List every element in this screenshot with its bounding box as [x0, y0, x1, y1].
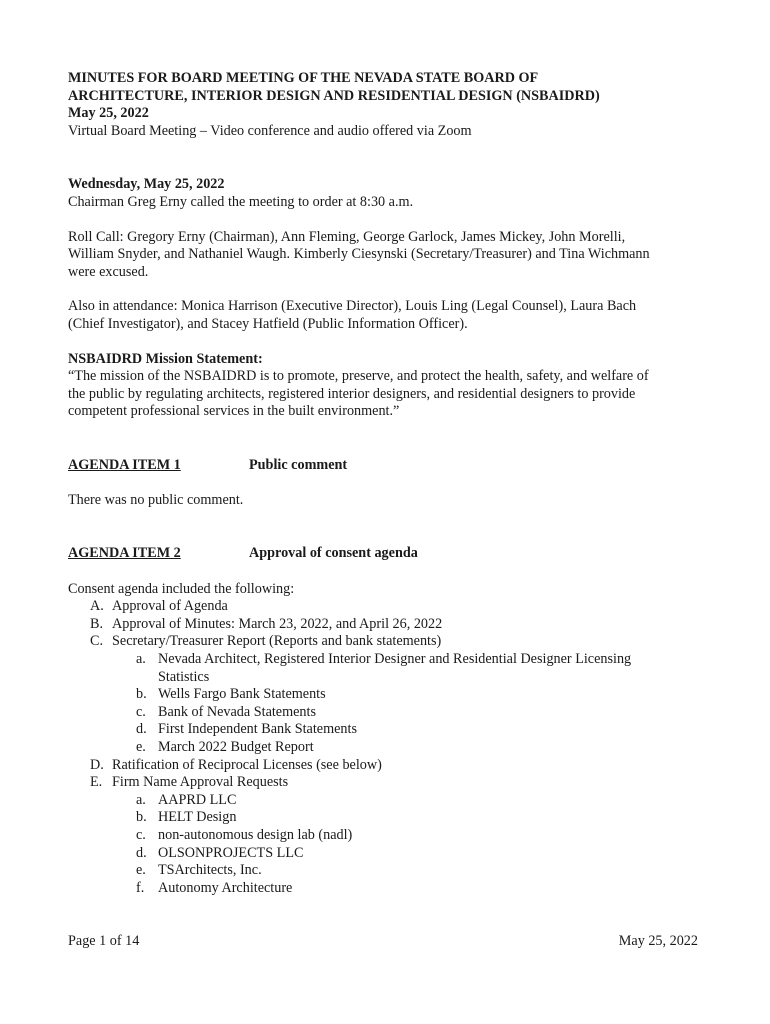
roll-call-line: William Snyder, and Nathaniel Waugh. Kimberly Ciesynski (Secretary/Treasurer) and Tina Wichmann	[68, 246, 650, 263]
consent-intro: Consent agenda included the following:	[68, 580, 295, 597]
mission-line: the public by regulating architects, registered interior designers, and residential designers to provide	[68, 385, 636, 402]
list-item-text: March 2022 Budget Report	[158, 739, 314, 756]
document-page	[68, 70, 698, 897]
list-item-text: Approval of Agenda	[112, 598, 228, 615]
list-marker: A.	[90, 598, 104, 615]
consent-list	[68, 598, 698, 897]
list-marker: E.	[90, 774, 103, 791]
list-marker: c.	[136, 827, 146, 843]
meeting-date: May 25, 2022	[68, 105, 149, 122]
list-item-text: Secretary/Treasurer Report (Reports and bank statements)	[112, 633, 442, 650]
roll-call	[68, 229, 698, 282]
footer-date: May 25, 2022	[618, 933, 698, 949]
agenda-item-1-title: Public comment	[249, 456, 348, 473]
list-marker: b.	[136, 809, 147, 826]
list-item	[136, 721, 698, 739]
agenda-item-2-heading	[68, 545, 698, 563]
list-item-text: First Independent Bank Statements	[158, 721, 357, 738]
agenda-item-1-label: AGENDA ITEM 1	[68, 456, 181, 473]
list-item	[136, 862, 698, 880]
attendance-line: (Chief Investigator), and Stacey Hatfield (Public Information Officer).	[68, 315, 468, 332]
list-item	[136, 651, 698, 686]
list-marker: e.	[136, 862, 146, 879]
roll-call-line: Roll Call: Gregory Erny (Chairman), Ann Fleming, George Garlock, James Mickey, John Morelli,	[68, 228, 626, 245]
list-marker: b.	[136, 686, 147, 703]
list-marker: d.	[136, 721, 147, 738]
list-item-text: non-autonomous design lab (nadl)	[158, 827, 353, 843]
list-item	[136, 880, 698, 898]
agenda-item-1-body: There was no public comment.	[68, 491, 244, 508]
call-to-order: Chairman Greg Erny called the meeting to order at 8:30 a.m.	[68, 193, 414, 210]
list-marker: D.	[90, 756, 104, 773]
list-item-text: OLSONPROJECTS LLC	[158, 844, 304, 861]
document-title-line1: MINUTES FOR BOARD MEETING OF THE NEVADA STATE BOARD OF	[68, 70, 539, 86]
list-item-text: Ratification of Reciprocal Licenses (see below)	[112, 756, 382, 773]
list-item	[90, 774, 698, 792]
list-item	[90, 598, 698, 616]
list-item	[136, 845, 698, 863]
list-item	[90, 633, 698, 651]
list-item-text: Bank of Nevada Statements	[158, 703, 316, 720]
list-marker: c.	[136, 703, 146, 720]
list-item	[136, 792, 698, 810]
list-marker: C.	[90, 633, 104, 650]
agenda-item-1-heading	[68, 457, 698, 475]
mission-heading: NSBAIDRD Mission Statement:	[68, 350, 263, 367]
list-item-text: TSArchitects, Inc.	[158, 862, 262, 879]
list-marker: B.	[90, 615, 104, 632]
page-number: Page 1 of 14	[68, 933, 140, 949]
roll-call-line: were excused.	[68, 263, 149, 280]
list-item-text: Firm Name Approval Requests	[112, 774, 289, 791]
mission-statement	[68, 351, 698, 421]
attendance	[68, 298, 698, 333]
list-item	[136, 739, 698, 757]
list-item	[136, 809, 698, 827]
mission-line: competent professional services in the built environment.”	[68, 403, 400, 420]
list-marker: a.	[136, 791, 146, 808]
list-marker: d.	[136, 844, 147, 861]
session-day: Wednesday, May 25, 2022	[68, 176, 225, 193]
agenda-item-2-label: AGENDA ITEM 2	[68, 545, 181, 562]
list-item-text: AAPRD LLC	[158, 791, 237, 808]
attendance-line: Also in attendance: Monica Harrison (Executive Director), Louis Ling (Legal Counsel), Laura Bach	[68, 298, 637, 315]
list-item-line: Nevada Architect, Registered Interior Designer and Residential Designer Licensing	[158, 651, 632, 668]
sublist-secretary-report	[90, 651, 698, 757]
mission-line: “The mission of the NSBAIDRD is to promote, preserve, and protect the health, safety, and welfare of	[68, 368, 649, 385]
list-item	[90, 616, 698, 634]
list-item-text	[158, 651, 631, 686]
meeting-subtitle: Virtual Board Meeting – Video conference and audio offered via Zoom	[68, 122, 472, 139]
list-item-text: Approval of Minutes: March 23, 2022, and April 26, 2022	[112, 615, 443, 632]
list-marker: a.	[136, 651, 146, 668]
list-item-line: Statistics	[158, 668, 210, 685]
list-marker: f.	[136, 879, 145, 896]
sublist-firm-names	[90, 792, 698, 898]
list-item	[136, 827, 698, 845]
agenda-item-2-title: Approval of consent agenda	[249, 545, 418, 562]
list-item-text: Autonomy Architecture	[158, 879, 293, 896]
list-item-text: Wells Fargo Bank Statements	[158, 686, 326, 703]
list-item-text: HELT Design	[158, 809, 237, 826]
list-item	[136, 686, 698, 704]
list-item	[90, 757, 698, 775]
list-marker: e.	[136, 739, 146, 756]
list-item	[136, 704, 698, 722]
document-title-line2: ARCHITECTURE, INTERIOR DESIGN AND RESIDENTIAL DESIGN (NSBAIDRD)	[68, 87, 600, 104]
page-footer	[68, 933, 698, 951]
